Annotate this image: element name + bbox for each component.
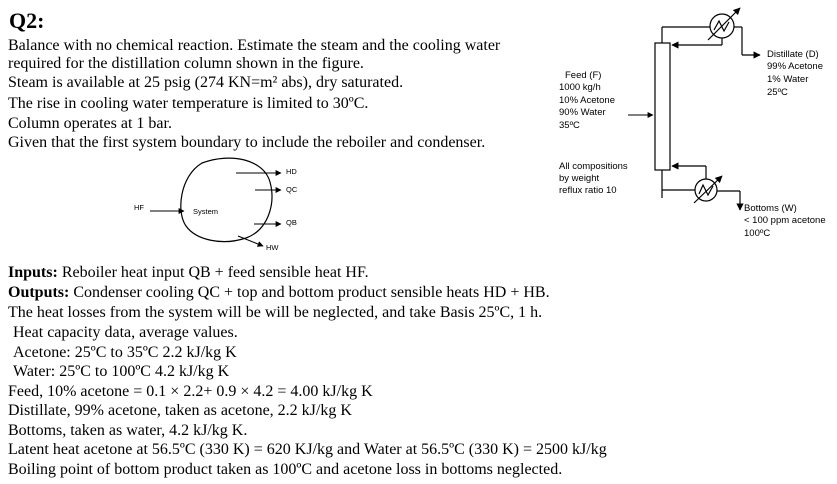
hf-label: HF (134, 203, 144, 212)
solution-line-6: Distillate, 99% acetone, taken as acetone, 2.2 kJ/kg K (8, 402, 352, 419)
solution-line-3: Acetone: 25ºC to 35ºC 2.2 kJ/kg K (13, 344, 237, 361)
distillate-acetone: 99% Acetone (767, 61, 823, 72)
solution-line-9: Boiling point of bottom product taken as 100ºC and acetone loss in bottoms neglected. (8, 461, 563, 478)
distillation-column (655, 43, 670, 170)
hd-label: HD (286, 167, 297, 176)
distillate-water: 1% Water (767, 74, 809, 85)
inputs-line (8, 264, 369, 282)
inputs-text: Reboiler heat input QB + feed sensible heat HF. (57, 264, 369, 281)
inputs-label: Inputs: (8, 264, 58, 281)
feed-acetone: 10% Acetone (559, 95, 615, 106)
feed-water: 90% Water (559, 107, 606, 118)
problem-line-1: Balance with no chemical reaction. Estimate the steam and the cooling water (8, 37, 501, 54)
outputs-text: Condenser cooling QC + top and bottom product sensible heats HD + HB. (69, 284, 550, 301)
problem-line-6: Given that the first system boundary to include the reboiler and condenser. (8, 134, 486, 151)
system-label: System (193, 207, 219, 216)
by-weight-note: by weight (559, 173, 600, 184)
solution-line-2: Heat capacity data, average values. (13, 324, 238, 341)
solution-line-7: Bottoms, taken as water, 4.2 kJ/kg K. (8, 422, 248, 439)
problem-line-4: The rise in cooling water temperature is limited to 30ºC. (8, 95, 369, 112)
system-boundary (181, 158, 272, 241)
distillate-temp: 25ºC (767, 87, 788, 98)
reflux-ratio-note: reflux ratio 10 (559, 185, 617, 196)
feed-label: Feed (F) (565, 70, 602, 81)
bottoms-temp: 100ºC (744, 228, 771, 239)
problem-line-2: required for the distillation column shown in the figure. (8, 55, 364, 72)
feed-rate: 1000 kg/h (559, 82, 601, 93)
question-title: Q2: (9, 8, 45, 33)
condenser-icon (662, 8, 760, 55)
outputs-label: Outputs: (8, 284, 70, 301)
feed-temp: 35ºC (559, 120, 580, 131)
reboiler-icon (662, 166, 740, 210)
solution-line-5: Feed, 10% acetone = 0.1 × 2.2+ 0.9 × 4.2 = 4.00 kJ/kg K (8, 383, 373, 400)
hw-label: HW (266, 243, 279, 252)
solution-line-8: Latent heat acetone at 56.5ºC (330 K) = 620 KJ/kg and Water at 56.5ºC (330 K) = 2500 kJ/kg (8, 441, 607, 458)
qb-label: QB (286, 218, 297, 227)
solution-line-1: The heat losses from the system will be will be neglected, and take Basis 25ºC, 1 h. (8, 304, 543, 321)
problem-line-5: Column operates at 1 bar. (8, 115, 172, 132)
qc-label: QC (286, 185, 298, 194)
solution-line-4: Water: 25ºC to 100ºC 4.2 kJ/kg K (13, 363, 230, 380)
distillate-label: Distillate (D) (767, 49, 819, 60)
bottoms-acetone: < 100 ppm acetone (744, 215, 826, 226)
outputs-line (8, 284, 550, 302)
bottoms-label: Bottoms (W) (744, 203, 797, 214)
compositions-note: All compositions (559, 161, 628, 172)
problem-line-3: Steam is available at 25 psig (274 KN=m² abs), dry saturated. (8, 74, 404, 91)
